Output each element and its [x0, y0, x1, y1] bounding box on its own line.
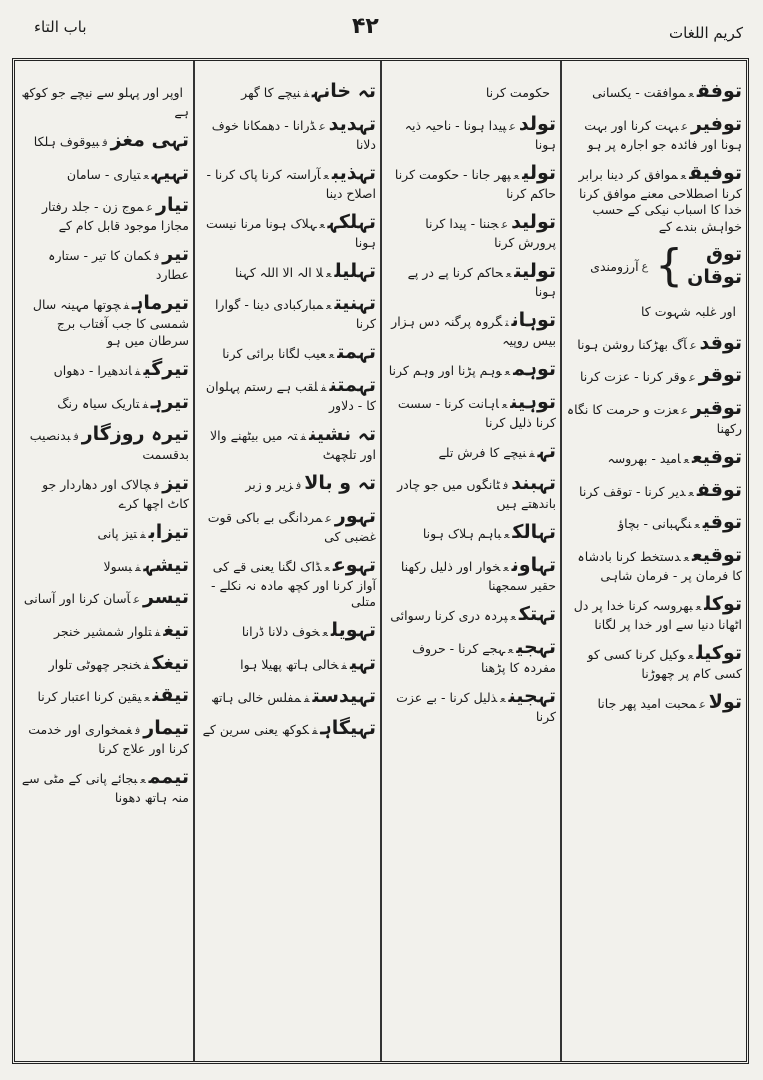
meaning: خوار اور ذلیل رکھنا حقیر سمجھنا [400, 558, 556, 593]
meaning: بہت کرنا اور بہت ہونا اور فائدہ جو اجارہ پر ہو [584, 117, 742, 152]
headword: توقد [699, 331, 742, 354]
dictionary-entry [19, 553, 189, 578]
headword: تیمار [143, 716, 189, 739]
headword: تہدید [328, 112, 376, 135]
dictionary-entry [199, 210, 376, 252]
headword: تیر [162, 243, 189, 266]
meaning: بدنصیب بدقسمت [29, 428, 189, 463]
origin-abbr: ع [688, 485, 694, 499]
dictionary-entry [199, 79, 376, 104]
origin-abbr: ع [146, 201, 154, 215]
origin-abbr: ع [504, 364, 511, 378]
origin-abbr: ف [341, 659, 347, 673]
headword: توفیر [690, 112, 742, 135]
dictionary-entry [566, 396, 742, 438]
headword: تولی [522, 161, 556, 184]
meaning: زیر و زبر [245, 477, 293, 493]
meaning: ہجے کرنا - حروف مفردہ کا پڑھنا [412, 640, 556, 675]
headword: تیسر [142, 586, 189, 609]
meaning: ڈرانا - دھمکانا خوف دلانا [211, 117, 376, 152]
dictionary-entry [19, 618, 189, 643]
headword: تہ و بالا [304, 472, 376, 495]
headword: تہجین [508, 684, 556, 707]
page-header [0, 14, 763, 54]
headword: توقی [702, 511, 742, 534]
headword: تولا [708, 691, 742, 714]
headword: تہویل [330, 619, 376, 642]
origin-abbr: ع [641, 259, 649, 273]
headword: توہم [513, 357, 556, 380]
headword: توفق [696, 80, 742, 102]
page-number: ۴۲ [352, 14, 379, 39]
headword: توقف [696, 478, 742, 501]
headword: تہلکہ [327, 210, 376, 233]
origin-abbr: ف [154, 479, 160, 493]
dictionary-entry [199, 553, 376, 611]
dictionary-entry [19, 291, 189, 349]
origin-abbr: ع [319, 119, 326, 133]
dictionary-entry [19, 471, 189, 513]
meaning: گروہ پرگنہ دس ہزار بیس روپیہ [391, 313, 556, 348]
headword: توقان [687, 266, 742, 289]
dictionary-entry [199, 291, 376, 333]
dictionary-entry [19, 357, 189, 382]
origin-abbr: ف [529, 446, 535, 460]
meaning: خنجر چھوٹی تلوار [48, 656, 141, 672]
origin-abbr: ف [143, 658, 150, 672]
meaning: پھر جانا - حکومت کرنا حاکم کرنا [394, 166, 556, 201]
dictionary-entry [199, 471, 376, 496]
meaning: اور غلبہ شہوت کا [640, 304, 736, 320]
origin-abbr: ف [140, 528, 146, 542]
meaning: ٹانگوں میں جو چادر باندھتے ہیں [397, 477, 556, 512]
dictionary-entry [386, 308, 556, 350]
dictionary-entry [386, 161, 556, 203]
meaning: پیدا ہونا - ناحیہ ذیہ ہونا [404, 117, 556, 152]
dictionary-entry [19, 520, 189, 545]
meaning: مردانگی بے باکی قوت غضبی کی [207, 509, 376, 544]
headword: تہمت [337, 341, 376, 364]
meaning: آرزومندی [590, 258, 639, 274]
headword: تہی مغز [110, 129, 189, 152]
dictionary-entry [386, 684, 556, 726]
meaning: باہم ہلاک ہونا [422, 526, 502, 542]
dictionary-entry [19, 651, 189, 676]
dictionary-entry [386, 602, 556, 627]
meaning: یقین کرنا اعتبار کرنا [37, 689, 142, 705]
origin-abbr: ع [140, 772, 146, 786]
headword: توقیر [690, 396, 742, 419]
origin-abbr: ع [505, 266, 512, 280]
headword: تہ خانہ [312, 80, 376, 102]
origin-abbr: ف [296, 479, 302, 493]
dictionary-entry [199, 373, 376, 415]
dictionary-entry [386, 520, 556, 545]
headword: تہیدست [312, 684, 376, 707]
origin-abbr: ع [507, 642, 514, 656]
origin-abbr: ع [500, 691, 506, 705]
origin-abbr: ع [504, 528, 510, 542]
headword: تیرہ [151, 390, 189, 413]
origin-abbr: ف [142, 397, 149, 411]
headword: توق [705, 242, 742, 265]
meaning: بیوقوف ہلکا [33, 134, 100, 150]
meaning: نیچے کا گھر [241, 85, 301, 100]
headword: تولید [511, 210, 556, 233]
dictionary-entry [566, 543, 742, 585]
meaning: چوتھا مہینہ سال شمسی کا جب آفتاب برج سرطان میں ہو [32, 297, 189, 348]
headword: تیار [156, 194, 189, 217]
meaning: اہانت کرنا - سست کرنا ذلیل کرنا [397, 395, 556, 430]
meaning: بھروسہ کرنا خدا پر دل اٹھانا دنیا سے اور خدا پر لگانا [573, 597, 742, 632]
dictionary-entry [19, 422, 189, 464]
meaning: عزت و حرمت کا نگاہ رکھنا [566, 401, 742, 437]
origin-abbr: ع [326, 266, 332, 280]
meaning: بجائے پانی کے مٹی سے منہ ہاتھ دھونا [21, 770, 189, 805]
headword: تیمم [148, 765, 189, 788]
meaning: دیر کرنا - توقف کرنا [579, 483, 686, 499]
meaning: آسان کرنا اور آسانی [23, 591, 131, 607]
meaning: مفلس خالی ہاتھ [211, 689, 301, 705]
headword: توقیع [692, 543, 742, 566]
meaning: تاریک سیاہ رنگ [57, 395, 140, 411]
meaning: حاکم کرنا پے در پے ہونا [407, 264, 556, 299]
meaning: پردہ دری کرنا رسوائی [390, 607, 508, 623]
headword: تہی [349, 652, 376, 675]
origin-abbr: ع [326, 299, 332, 313]
headword: تہنیت [334, 292, 376, 315]
headword: توہان [511, 308, 556, 331]
meaning: خالی ہاتھ پھیلا ہوا [240, 657, 339, 673]
headword: توفیق [689, 161, 742, 184]
headword: تہیگاہ [320, 717, 376, 740]
column-2 [380, 61, 560, 1061]
dictionary-entry [386, 471, 556, 513]
dictionary-entry [199, 618, 376, 643]
meaning: تیاری - سامان [66, 166, 141, 182]
origin-abbr: ع [510, 609, 516, 623]
origin-abbr: ف [135, 723, 141, 737]
meaning: حکومت کرنا [485, 85, 550, 100]
origin-abbr: ف [73, 430, 79, 444]
origin-abbr: ع [683, 453, 690, 467]
dictionary-entry [566, 298, 742, 323]
dictionary-entry [19, 683, 189, 708]
headword: توکل [704, 592, 742, 615]
headword: تہ نشین [309, 423, 376, 446]
dictionary-entry [386, 259, 556, 301]
origin-abbr: ع [319, 217, 325, 231]
headword: تہاون [511, 553, 556, 576]
origin-abbr: ع [699, 698, 706, 712]
meaning: ذلیل کرنا - بے عزت کرنا [396, 689, 556, 724]
headword: توکیل [696, 641, 742, 664]
meaning: کمان کا تیر - ستارہ عطارد [48, 248, 189, 283]
dictionary-entry [566, 641, 742, 683]
dictionary-entry [566, 331, 742, 356]
dictionary-entry [386, 210, 556, 252]
headword: تہور [334, 504, 376, 527]
origin-abbr: ع [509, 119, 516, 133]
origin-abbr: ع [501, 217, 509, 231]
dictionary-frame [12, 58, 749, 1064]
column-1 [560, 61, 746, 1061]
dictionary-entry [566, 445, 742, 470]
headword: تیرماہ [132, 292, 189, 315]
headword: توقر [698, 364, 742, 387]
meaning: وقر کرنا - عزت کرنا [579, 369, 687, 385]
meaning: دستخط کرنا بادشاہ کا فرمان پر - فرمان شاہی [577, 548, 742, 583]
origin-abbr: ع [322, 626, 328, 640]
dictionary-entry [19, 585, 189, 610]
dictionary-entry [19, 242, 189, 284]
origin-abbr: ع [689, 338, 697, 352]
origin-abbr: ع [143, 168, 149, 182]
dictionary-entry [19, 765, 189, 807]
origin-abbr: ف [300, 430, 307, 444]
origin-abbr: ف [320, 381, 327, 395]
headword: تہجی [516, 635, 556, 658]
dictionary-entry [566, 690, 742, 715]
dictionary-entry [566, 79, 742, 104]
meaning: آراستہ کرنا پاک کرنا - اصلاح دینا [206, 166, 376, 201]
dictionary-entry [19, 128, 189, 153]
meaning: آگ بھڑکنا روشن ہونا [577, 336, 687, 352]
meaning: چالاک اور دھاردار جو کاٹ اچھا کرے [42, 477, 189, 512]
meaning: نگہبانی - بچاؤ [618, 516, 692, 532]
meaning: وکیل کرنا کسی کو کسی کام پر چھوڑنا [587, 646, 742, 682]
meaning: جننا - پیدا کرنا پرورش کرنا [425, 215, 556, 250]
origin-abbr: ع [144, 691, 150, 705]
dictionary-entry [199, 504, 376, 546]
origin-abbr: ف [123, 299, 130, 313]
dictionary-entry [566, 112, 742, 154]
origin-abbr: ع [324, 560, 330, 574]
dictionary-entry [566, 510, 742, 535]
origin-abbr: ت [505, 315, 509, 329]
headword: تیغ [163, 619, 189, 642]
origin-abbr: ع [503, 560, 509, 574]
headword: تیزاب [148, 521, 189, 544]
headword: تیرگی [143, 357, 189, 380]
origin-abbr: ع [681, 403, 688, 417]
origin-abbr: ف [134, 364, 141, 378]
dictionary-entry [566, 363, 742, 388]
meaning: موافق کر دینا برابر کرنا اصطلاحی معنے موافق کرنا خدا کا اسباب نیکی کے حسب خواہش بندے کے [578, 166, 742, 234]
meaning: مبارکبادی دینا - گوارا کرنا [214, 297, 376, 332]
headword: تہذیب [331, 161, 376, 184]
bracketed-entry [566, 240, 742, 292]
column-4 [15, 61, 193, 1061]
meaning: لا الہ الا اللہ کہنا [234, 264, 324, 280]
dictionary-entry [386, 390, 556, 432]
headword: تیز [162, 472, 189, 495]
origin-abbr: ف [102, 136, 108, 150]
dictionary-entry [19, 161, 189, 186]
headword: تیرہ روزگار [81, 423, 189, 446]
headword: تہ [537, 439, 556, 462]
origin-abbr: ع [688, 87, 694, 100]
meaning: لقب ہے رستم پہلوان کا - دلاور [205, 379, 376, 414]
headword: تیقن [152, 684, 189, 707]
dictionary-entry [19, 716, 189, 758]
headword: تہالک [512, 521, 556, 544]
headword: تیغک [152, 651, 189, 674]
dictionary-entry [199, 716, 376, 741]
origin-abbr: ع [501, 397, 508, 411]
origin-abbr: ع [680, 168, 687, 182]
meaning: تیز پانی [97, 526, 138, 542]
headword: توہین [510, 390, 556, 413]
origin-abbr: ع [513, 168, 520, 182]
dictionary-entry [386, 553, 556, 595]
dictionary-entry [199, 422, 376, 464]
dictionary-entry [199, 340, 376, 365]
meaning: وہم پڑنا اور وہم کرنا [388, 362, 502, 378]
brace-icon: } [655, 240, 684, 292]
book-title: کریم اللغات [669, 24, 743, 42]
origin-abbr: ع [695, 599, 702, 613]
dictionary-entry [386, 79, 556, 104]
dictionary-entry [566, 161, 742, 236]
meaning: بسولا [103, 558, 133, 574]
origin-abbr: ع [689, 371, 696, 385]
meaning: عیب لگانا برائی کرنا [222, 346, 326, 362]
dictionary-entry [19, 390, 189, 415]
dictionary-entry [386, 112, 556, 154]
meaning: تلوار شمشیر خنجر [53, 624, 152, 640]
meaning: کوکھ یعنی سرین کے [202, 722, 310, 738]
meaning: اوپر اور پہلو سے نیچے جو کوکھ ہے [21, 85, 189, 120]
origin-abbr: ع [683, 550, 690, 564]
meaning: تہ میں بیٹھنے والا اور تلچھٹ [210, 428, 376, 463]
meaning: ڈاک لگنا یعنی قے کی آواز کرنا اور کچھ مادہ نہ نکلے - متلی [211, 558, 376, 610]
origin-abbr: ع [681, 119, 688, 133]
dictionary-entry [19, 193, 189, 235]
origin-abbr: ف [502, 479, 509, 493]
origin-abbr: ع [325, 511, 332, 525]
origin-abbr: ع [688, 648, 694, 662]
dictionary-entry [386, 357, 556, 382]
origin-abbr: ف [154, 250, 160, 264]
dictionary-entry [566, 478, 742, 503]
dictionary-entry [19, 79, 189, 121]
dictionary-entry [386, 635, 556, 677]
dictionary-entry [386, 439, 556, 464]
headword: تولیت [514, 259, 556, 282]
meaning: امید - بھروسہ [607, 451, 681, 467]
meaning: محبت امید پھر جانا [597, 696, 697, 712]
origin-abbr: ع [323, 168, 329, 182]
dictionary-entry [199, 161, 376, 203]
dictionary-entry [199, 651, 376, 676]
dictionary-entry [566, 592, 742, 634]
headword: تہبند [511, 472, 556, 495]
meaning: ہلاک ہونا مرنا نیست ہونا [205, 215, 376, 250]
origin-abbr: ف [154, 626, 161, 640]
meaning: غمخواری اور خدمت کرنا اور علاج کرنا [28, 721, 189, 756]
origin-abbr: ع [133, 593, 140, 607]
chapter-title: باب التاء [34, 18, 87, 36]
origin-abbr: ف [303, 691, 310, 705]
dictionary-entry [199, 259, 376, 284]
meaning: موافقت - یکسانی [592, 85, 686, 100]
column-3 [193, 61, 380, 1061]
headword: تیشہ [143, 553, 189, 576]
headword: تہلیل [334, 259, 376, 282]
origin-abbr: ف [303, 87, 310, 100]
origin-abbr: ع [328, 348, 335, 362]
headword: تہوع [332, 553, 376, 576]
meaning: نیچے کا فرش تلے [438, 444, 527, 460]
dictionary-entry [199, 112, 376, 154]
headword: تہیہ [151, 161, 189, 184]
meaning: موج زن - جلد رفتار مجازا موجود قابل کام کے [42, 199, 189, 234]
headword: تہمتن [329, 374, 376, 397]
origin-abbr: ع [694, 518, 700, 532]
headword: تولد [518, 112, 556, 135]
origin-abbr: ف [312, 724, 318, 738]
meaning: اندھیرا - دھواں [53, 362, 132, 378]
dictionary-entry [199, 684, 376, 709]
meaning: خوف دلانا ڈرانا [241, 624, 320, 640]
headword: توقیع [692, 446, 742, 469]
origin-abbr: ف [135, 560, 141, 574]
headword: تہتک [518, 602, 556, 625]
